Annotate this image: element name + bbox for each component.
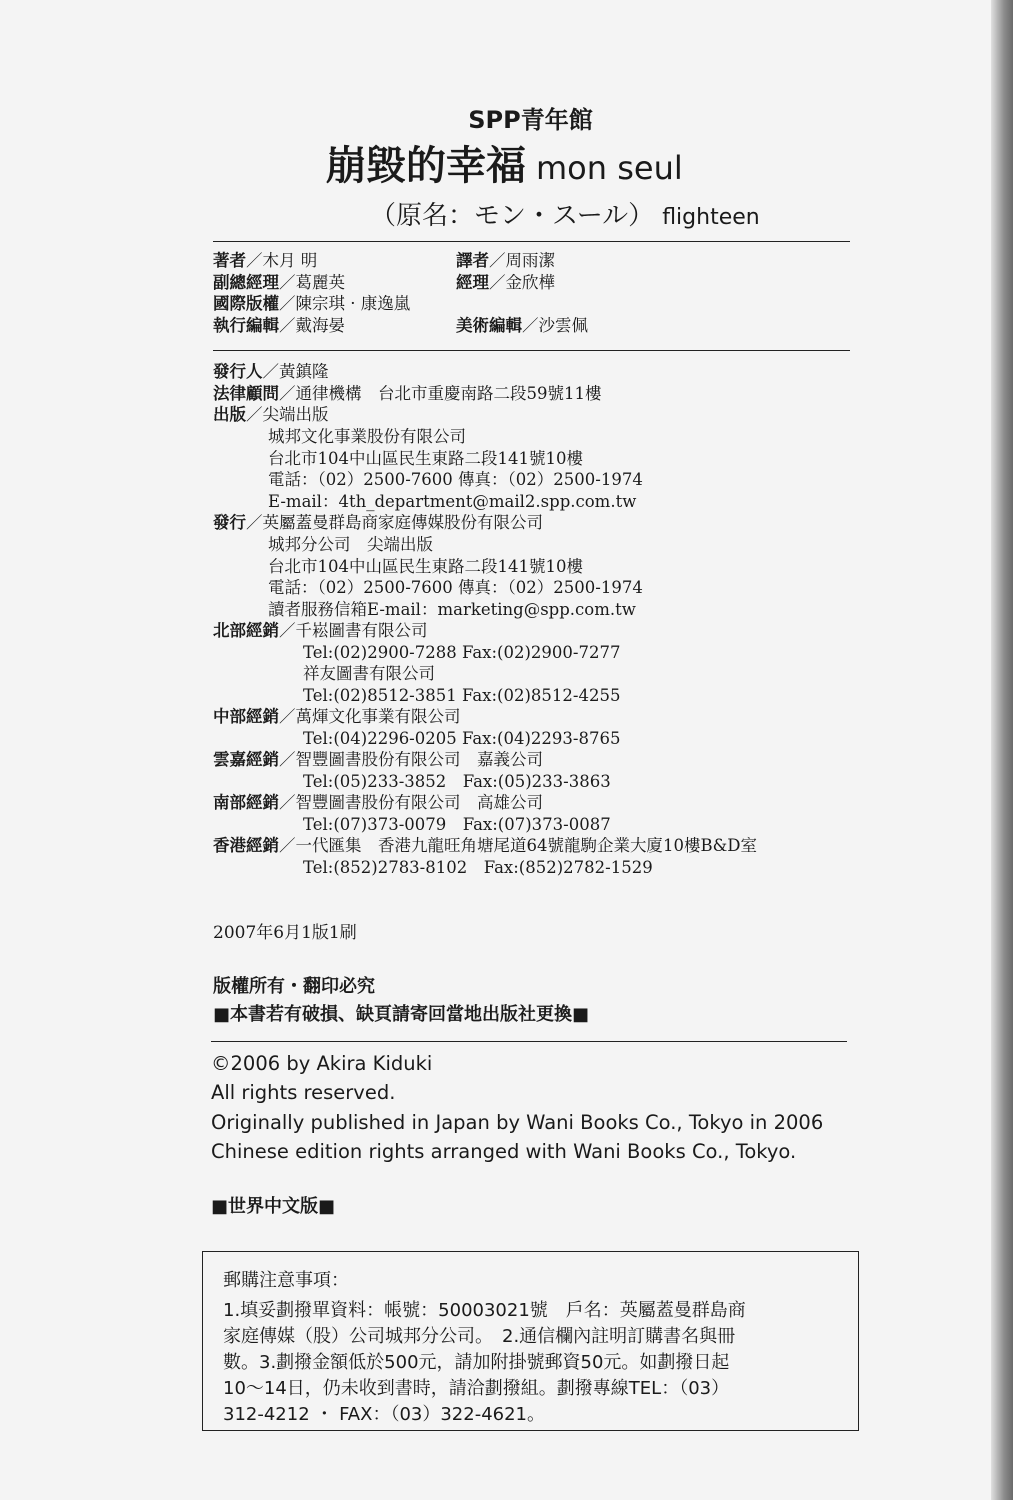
credit-intl-rights: 國際版權／陳宗琪 · 康逸嵐: [213, 294, 411, 313]
credit-manager: 經理／金欣樺: [456, 273, 555, 292]
book-title: 崩毀的幸福 mon seul: [326, 143, 683, 189]
rights-statement: 版權所有・翻印必究: [213, 976, 375, 997]
divider-3: [211, 1041, 847, 1042]
damage-notice: ■本書若有破損、缺頁請寄回當地出版社更換■: [213, 1004, 590, 1025]
publisher-line: 台北市104中山區民生東路二段141號10樓: [268, 449, 583, 468]
original-publication: Originally published in Japan by Wani Books Co., Tokyo in 2006: [211, 1111, 824, 1134]
distributor-chiayi: 雲嘉經銷／智豐圖書股份有限公司 嘉義公司: [213, 750, 543, 769]
divider-1: [213, 241, 850, 242]
distributor-contact: Tel:(02)2900-7288 Fax:(02)2900-7277: [303, 643, 621, 662]
mail-order-line: 數。3.劃撥金額低於500元，請加附掛號郵資50元。如劃撥日起: [223, 1352, 730, 1373]
divider-2: [213, 350, 850, 351]
chinese-edition-rights: Chinese edition rights arranged with Wani Books Co., Tokyo.: [211, 1140, 797, 1163]
distributor-line: 電話：（02）2500-7600 傳真：（02）2500-1974: [268, 578, 643, 597]
legal-advisor: 法律顧問／通律機構 台北市重慶南路二段59號11樓: [213, 384, 602, 403]
mail-order-line: 10～14日，仍未收到書時，請洽劃撥組。劃撥專線TEL：（03）: [223, 1378, 730, 1399]
publisher-name: 出版／尖端出版: [213, 405, 329, 424]
rights-reserved: All rights reserved.: [211, 1081, 396, 1104]
distributor-contact: Tel:(04)2296-0205 Fax:(04)2293-8765: [303, 729, 621, 748]
distributor-central: 中部經銷／萬煇文化事業有限公司: [213, 707, 461, 726]
edition-date: 2007年6月1版1刷: [213, 923, 357, 943]
publisher-email: E-mail：4th_department@mail2.spp.com.tw: [268, 492, 637, 511]
reader-service-email: 讀者服務信箱E-mail：marketing@spp.com.tw: [268, 600, 636, 619]
credit-translator: 譯者／周雨潔: [456, 251, 555, 270]
distributor-north: 北部經銷／千崧圖書有限公司: [213, 621, 428, 640]
distributor-contact: Tel:(02)8512-3851 Fax:(02)8512-4255: [303, 686, 621, 705]
publisher-line: 城邦文化事業股份有限公司: [268, 427, 466, 446]
distributor-contact: Tel:(852)2783-8102 Fax:(852)2782-1529: [303, 858, 653, 877]
credit-author: 著者／木月 明: [213, 251, 318, 270]
distributor-contact: Tel:(05)233-3852 Fax:(05)233-3863: [303, 772, 611, 791]
book-title-en: mon seul: [536, 149, 683, 187]
mail-order-line: 1.填妥劃撥單資料：帳號：50003021號 戶名：英屬蓋曼群島商: [223, 1300, 746, 1321]
page-edge-shadow: [991, 0, 1013, 1500]
publisher-line: 電話：（02）2500-7600 傳真：（02）2500-1974: [268, 470, 643, 489]
distributor-line: 城邦分公司 尖端出版: [268, 535, 433, 554]
distributor-contact: Tel:(07)373-0079 Fax:(07)373-0087: [303, 815, 611, 834]
distributor-main: 發行／英屬蓋曼群島商家庭傳媒股份有限公司: [213, 513, 543, 532]
mail-order-line: 312-4212 ・ FAX：（03）322-4621。: [223, 1404, 546, 1425]
copyright-line: ©2006 by Akira Kiduki: [211, 1052, 433, 1075]
issuer: 發行人／黃鎮隆: [213, 362, 329, 381]
mail-order-line: 家庭傳媒（股）公司城邦分公司。 2.通信欄內註明訂購書名與冊: [223, 1326, 736, 1347]
world-edition: ■世界中文版■: [211, 1196, 336, 1217]
mail-order-box: [202, 1251, 859, 1431]
mail-order-heading: 郵購注意事項：: [223, 1270, 349, 1291]
original-title-en: flighteen: [662, 205, 760, 230]
distributor-hongkong: 香港經銷／一代匯集 香港九龍旺角塘尾道64號龍駒企業大廈10樓B&D室: [213, 836, 758, 855]
credit-deputy-manager: 副總經理／葛麗英: [213, 273, 345, 292]
distributor-line: 台北市104中山區民生東路二段141號10樓: [268, 557, 583, 576]
distributor-contact: 祥友圖書有限公司: [303, 664, 435, 683]
credit-exec-editor: 執行編輯／戴海晏: [213, 316, 345, 335]
series-name: SPP青年館: [468, 106, 593, 134]
credit-art-editor: 美術編輯／沙雲佩: [456, 316, 588, 335]
distributor-south: 南部經銷／智豐圖書股份有限公司 高雄公司: [213, 793, 543, 812]
original-title: （原名：モン・スール） flighteen: [370, 201, 760, 231]
